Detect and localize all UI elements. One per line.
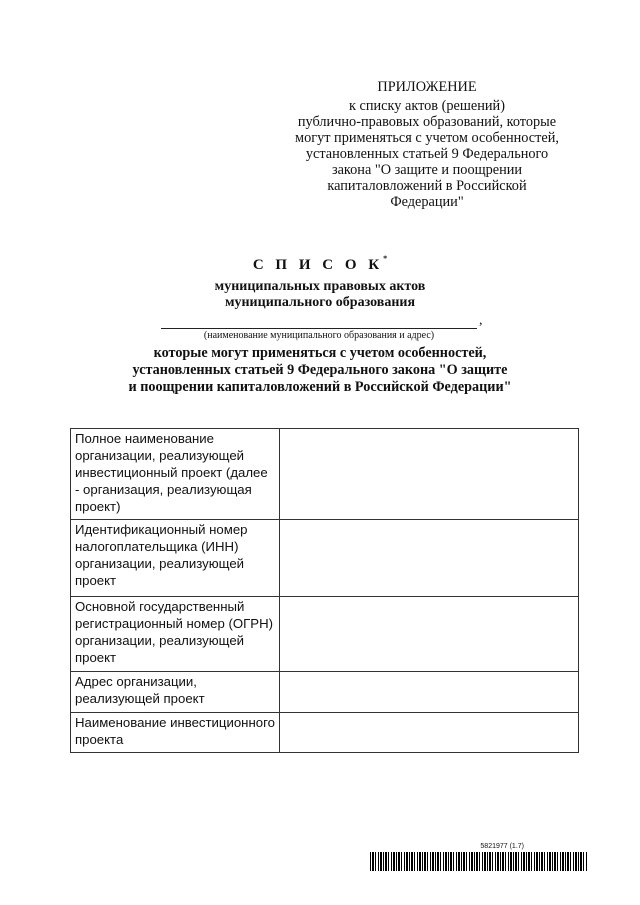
- row-value-project-name[interactable]: [280, 713, 579, 753]
- row-label-ogrn: Основной государственный регистрационный номер (ОГРН) организации, реализующей проект: [71, 597, 280, 672]
- table-row: [71, 713, 579, 753]
- barcode-image: [370, 852, 588, 871]
- subtitle-criteria-line: которые могут применяться с учетом особенностей,: [153, 345, 487, 361]
- barcode-number: 5821977 (1.7): [480, 843, 524, 850]
- subtitle-criteria-line: установленных статьей 9 Федерального закона "О защите: [132, 362, 508, 378]
- table-row: [71, 429, 579, 520]
- subtitle-line: муниципальных правовых актов: [214, 279, 426, 294]
- blank-trailing-comma: ,: [479, 313, 483, 328]
- row-label-inn: Идентификационный номер налогоплательщика (ИНН) организации, реализующей проект: [71, 520, 280, 597]
- footnote-mark: *: [383, 254, 388, 263]
- blank-caption: (наименование муниципального образования и адрес): [203, 330, 435, 341]
- list-title: [0, 250, 640, 274]
- subtitle-criteria: [0, 345, 640, 396]
- appendix-block: [277, 79, 577, 210]
- table-row: [71, 520, 579, 597]
- appendix-line: закона "О защите и поощрении: [331, 162, 523, 178]
- appendix-line: могут применяться с учетом особенностей,: [295, 130, 559, 146]
- appendix-line: Федерации": [390, 194, 464, 210]
- row-label-full-name: Полное наименование организации, реализующей инвестиционный проект (далее - организация, реализующая проект): [71, 429, 280, 520]
- subtitle: [0, 279, 640, 311]
- table-row: [71, 597, 579, 672]
- appendix-line: к списку актов (решений): [349, 98, 505, 114]
- table-row: [71, 672, 579, 713]
- appendix-heading: ПРИЛОЖЕНИЕ: [377, 79, 477, 95]
- subtitle-line: муниципального образования: [224, 295, 416, 310]
- row-label-project-name: Наименование инвестиционного проекта: [71, 713, 280, 753]
- appendix-line: капиталовложений в Российской: [327, 178, 527, 194]
- blank-underline: [161, 328, 477, 329]
- row-value-address[interactable]: [280, 672, 579, 713]
- row-value-full-name[interactable]: [280, 429, 579, 520]
- appendix-line: установленных статьей 9 Федерального: [305, 146, 549, 162]
- municipality-blank-field: [161, 313, 501, 329]
- row-value-inn[interactable]: [280, 520, 579, 597]
- organization-info-table: [70, 428, 579, 753]
- subtitle-criteria-line: и поощрении капиталовложений в Российской Федерации": [128, 379, 512, 395]
- row-value-ogrn[interactable]: [280, 597, 579, 672]
- list-title-text: С П И С О К: [252, 257, 384, 273]
- document-barcode: [370, 843, 588, 873]
- appendix-line: публично-правовых образований, которые: [297, 114, 557, 130]
- row-label-address: Адрес организации, реализующей проект: [71, 672, 280, 713]
